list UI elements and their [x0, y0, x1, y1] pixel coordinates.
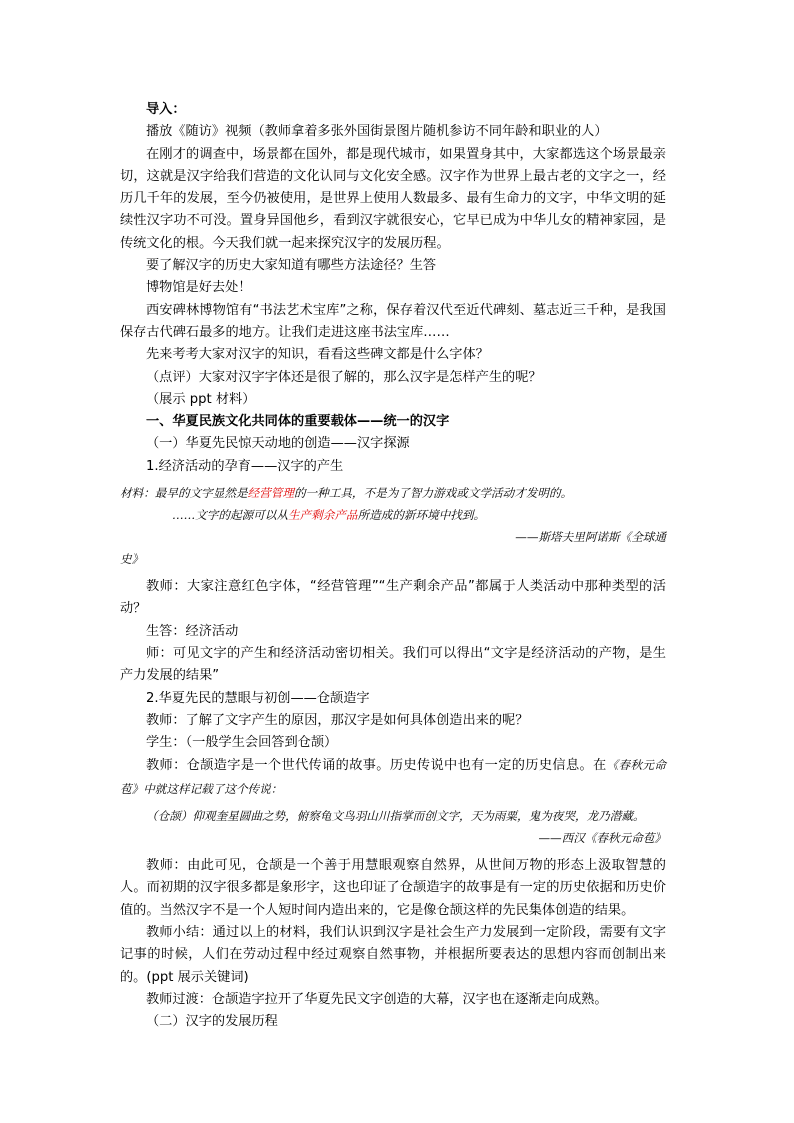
paragraph: 学生：（一般学生会回答到仓颉） — [146, 735, 338, 751]
paragraph: 播放《随访》视频（教师拿着多张外国街景图片随机参访不同年龄和职业的人） — [146, 124, 608, 140]
quote-text: （仓颉）仰观奎星圆曲之势，俯察龟文鸟羽山川指掌而创文字，天为雨粟，鬼为夜哭，龙乃潜藏。 — [146, 809, 645, 824]
material-line — [120, 504, 666, 526]
paragraph: 教师过渡：仓颉造字拉开了华夏先民文字创造的大幕，汉字也在逐渐走向成熟。 — [146, 991, 608, 1007]
paragraph: 先来考考大家对汉字的知识，看看这些碑文都是什么字体？ — [146, 347, 489, 363]
subsection-title: 2.华夏先民的慧眼与初创——仓颉造字 — [146, 690, 370, 706]
highlight-text: 生产剩余产品 — [287, 508, 358, 523]
material-text: 材料：最早的文字显然是 — [120, 486, 248, 501]
paragraph-text: 《春秋元命苞》中就这样记载了这个传说： — [120, 758, 666, 796]
subsection-title: （二）汉字的发展历程 — [146, 1014, 278, 1030]
intro-heading: 导入： — [146, 102, 186, 117]
paragraph — [120, 754, 666, 801]
paragraph: 生答：经济活动 — [146, 623, 239, 639]
paragraph: 要了解汉字的历史大家知道有哪些方法途径？生答 — [146, 258, 437, 274]
material-text: ……文字的起源可以从 — [172, 508, 288, 523]
paragraph: （点评）大家对汉字字体还是很了解的，那么汉字是怎样产生的呢？ — [146, 369, 542, 385]
material-quote — [120, 482, 666, 570]
material-text: 所造成的新环境中找到。 — [357, 508, 486, 523]
paragraph: （展示 ppt 材料） — [146, 391, 256, 407]
subsection-title: 1.经济活动的孕育——汉字的产生 — [146, 458, 344, 474]
material-source: ——斯塔夫里阿诺斯《全球通 — [515, 530, 666, 545]
material-source: 史》 — [120, 552, 144, 567]
paragraph: 教师：由此可见，仓颉是一个善于用慧眼观察自然界，从世间万物的形态上汲取智慧的人。而初期的汉字很多都是象形字，这也印证了仓颉造字的故事是有一定的历史依据和历史价值的。当然汉字不是一个人短时间内造出来的，它是像仓颉这样的先民集体创造的结果。 — [120, 858, 666, 918]
document-body — [120, 99, 666, 1033]
subsection-title: （一）华夏先民惊天动地的创造——汉字探源 — [146, 436, 410, 452]
section-title: 一、华夏民族文化共同体的重要载体——统一的汉字 — [146, 414, 450, 430]
paragraph: 在刚才的调查中，场景都在国外，都是现代城市，如果置身其中，大家都选这个场景最亲切，这就是汉字给我们营造的文化认同与文化安全感。汉字作为世界上最古老的文字之一，经历几千年的发展，至今仍被使用，是世界上使用人数最多、最有生命力的文字，中华文明的延续性汉字功不可没。置身异国他乡，看到汉字就很安心，它早已成为中华儿女的精神家园，是传统文化的根。今天我们就一起来探究汉字的发展历程。 — [120, 146, 666, 251]
paragraph: 西安碑林博物馆有“书法艺术宝库”之称，保存着汉代至近代碑刻、墓志近三千种，是我国保存古代碑石最多的地方。让我们走进这座书法宝库…… — [120, 302, 666, 340]
paragraph: 博物馆是好去处！ — [146, 280, 252, 296]
paragraph: 教师小结：通过以上的材料，我们认识到汉字是社会生产力发展到一定阶段，需要有文字记事的时候，人们在劳动过程中经过观察自然事物，并根据所要表达的思想内容而创制出来的。(ppt 展示关键词) — [120, 924, 666, 985]
paragraph: 教师：大家注意红色字体，“经营管理”“生产剩余产品”都属于人类活动中那种类型的活动？ — [120, 579, 666, 617]
material-line — [120, 482, 666, 504]
legend-quote — [120, 805, 666, 849]
paragraph: 教师：了解了文字产生的原因，那汉字是如何具体创造出来的呢？ — [146, 712, 529, 728]
paragraph: 师：可见文字的产生和经济活动密切相关。我们可以得出“文字是经济活动的产物，是生产力发展的结果” — [120, 645, 666, 684]
quote-source: ——西汉《春秋元命苞》 — [538, 831, 666, 846]
material-text: 的一种工具，不是为了智力游戏或文学活动才发明的。 — [293, 486, 573, 501]
highlight-text: 经营管理 — [247, 486, 294, 501]
paragraph-text: 教师：仓颉造字是一个世代传诵的故事。历史传说中也有一定的历史信息。在 — [146, 758, 607, 774]
